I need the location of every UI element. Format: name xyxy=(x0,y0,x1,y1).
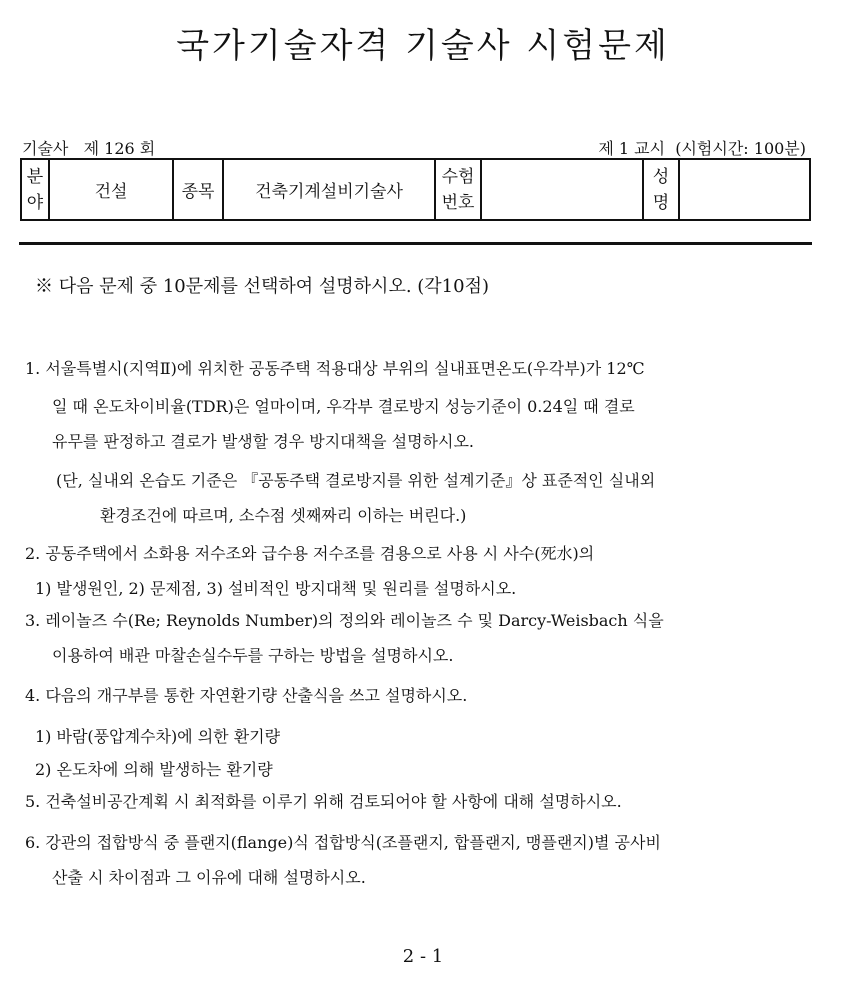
exam-number-label-cell: 수험 번호 xyxy=(435,159,481,220)
question-2-line-2: 1) 발생원인, 2) 문제점, 3) 설비적인 방지대책 및 원리를 설명하시오. xyxy=(35,579,517,598)
instruction-text: ※ 다음 문제 중 10문제를 선택하여 설명하시오. (각10점) xyxy=(35,276,489,297)
question-3-line-1: 3. 레이놀즈 수(Re; Reynolds Number)의 정의와 레이놀즈 수 및 Darcy-Weisbach 식을 xyxy=(25,611,664,630)
name-field[interactable] xyxy=(679,159,810,220)
category-value-cell: 건축기계설비기술사 xyxy=(223,159,435,220)
question-1-line-2: 일 때 온도차이비율(TDR)은 얼마이며, 우각부 결로방지 성능기준이 0.24일 때 결로 xyxy=(52,397,635,416)
page-title: 국가기술자격 기술사 시험문제 xyxy=(176,26,670,66)
question-5-line-1: 5. 건축설비공간계획 시 최적화를 이루기 위해 검토되어야 할 사항에 대해 설명하시오. xyxy=(25,792,622,811)
page-number: 2 - 1 xyxy=(402,946,444,967)
category-label-cell: 종목 xyxy=(173,159,223,220)
exam-session xyxy=(22,136,155,159)
name-label-cell: 성 명 xyxy=(643,159,679,220)
question-4-item-1: 1) 바람(풍압계수차)에 의한 환기량 xyxy=(35,727,281,746)
exam-type: 기술사 xyxy=(22,139,69,158)
question-4-item-2: 2) 온도차에 의해 발생하는 환기량 xyxy=(35,760,273,779)
info-table xyxy=(20,158,811,221)
question-4-line-1: 4. 다음의 개구부를 통한 자연환기량 산출식을 쓰고 설명하시오. xyxy=(25,686,468,705)
question-2-line-1: 2. 공동주택에서 소화용 저수조와 급수용 저수조를 겸용으로 사용 시 사수(死水)의 xyxy=(25,544,595,563)
period-label: 제 1 교시 xyxy=(598,139,666,158)
question-1-note-line-1: (단, 실내외 온습도 기준은 『공동주택 결로방지를 위한 설계기준』상 표준적인 실내외 xyxy=(56,471,656,490)
question-6-line-1: 6. 강관의 접합방식 중 플랜지(flange)식 접합방식(조플랜지, 합플랜지, 맹플랜지)별 공사비 xyxy=(25,833,661,852)
field-label-cell: 분 야 xyxy=(21,159,49,220)
header-divider xyxy=(19,242,812,245)
exam-number-field[interactable] xyxy=(481,159,643,220)
question-1-line-1: 1. 서울특별시(지역Ⅱ)에 위치한 공동주택 적용대상 부위의 실내표면온도(우각부)가 12℃ xyxy=(25,359,645,378)
session-number: 제 126 회 xyxy=(83,139,156,158)
field-value-cell: 건설 xyxy=(49,159,173,220)
question-3-line-2: 이용하여 배관 마찰손실수두를 구하는 방법을 설명하시오. xyxy=(52,646,454,665)
exam-time: (시험시간: 100분) xyxy=(675,139,806,158)
exam-period xyxy=(598,136,806,159)
question-1-note-line-2: 환경조건에 따르며, 소수점 셋째짜리 이하는 버린다.) xyxy=(100,506,467,525)
question-6-line-2: 산출 시 차이점과 그 이유에 대해 설명하시오. xyxy=(52,868,366,887)
question-1-line-3: 유무를 판정하고 결로가 발생할 경우 방지대책을 설명하시오. xyxy=(52,432,475,451)
